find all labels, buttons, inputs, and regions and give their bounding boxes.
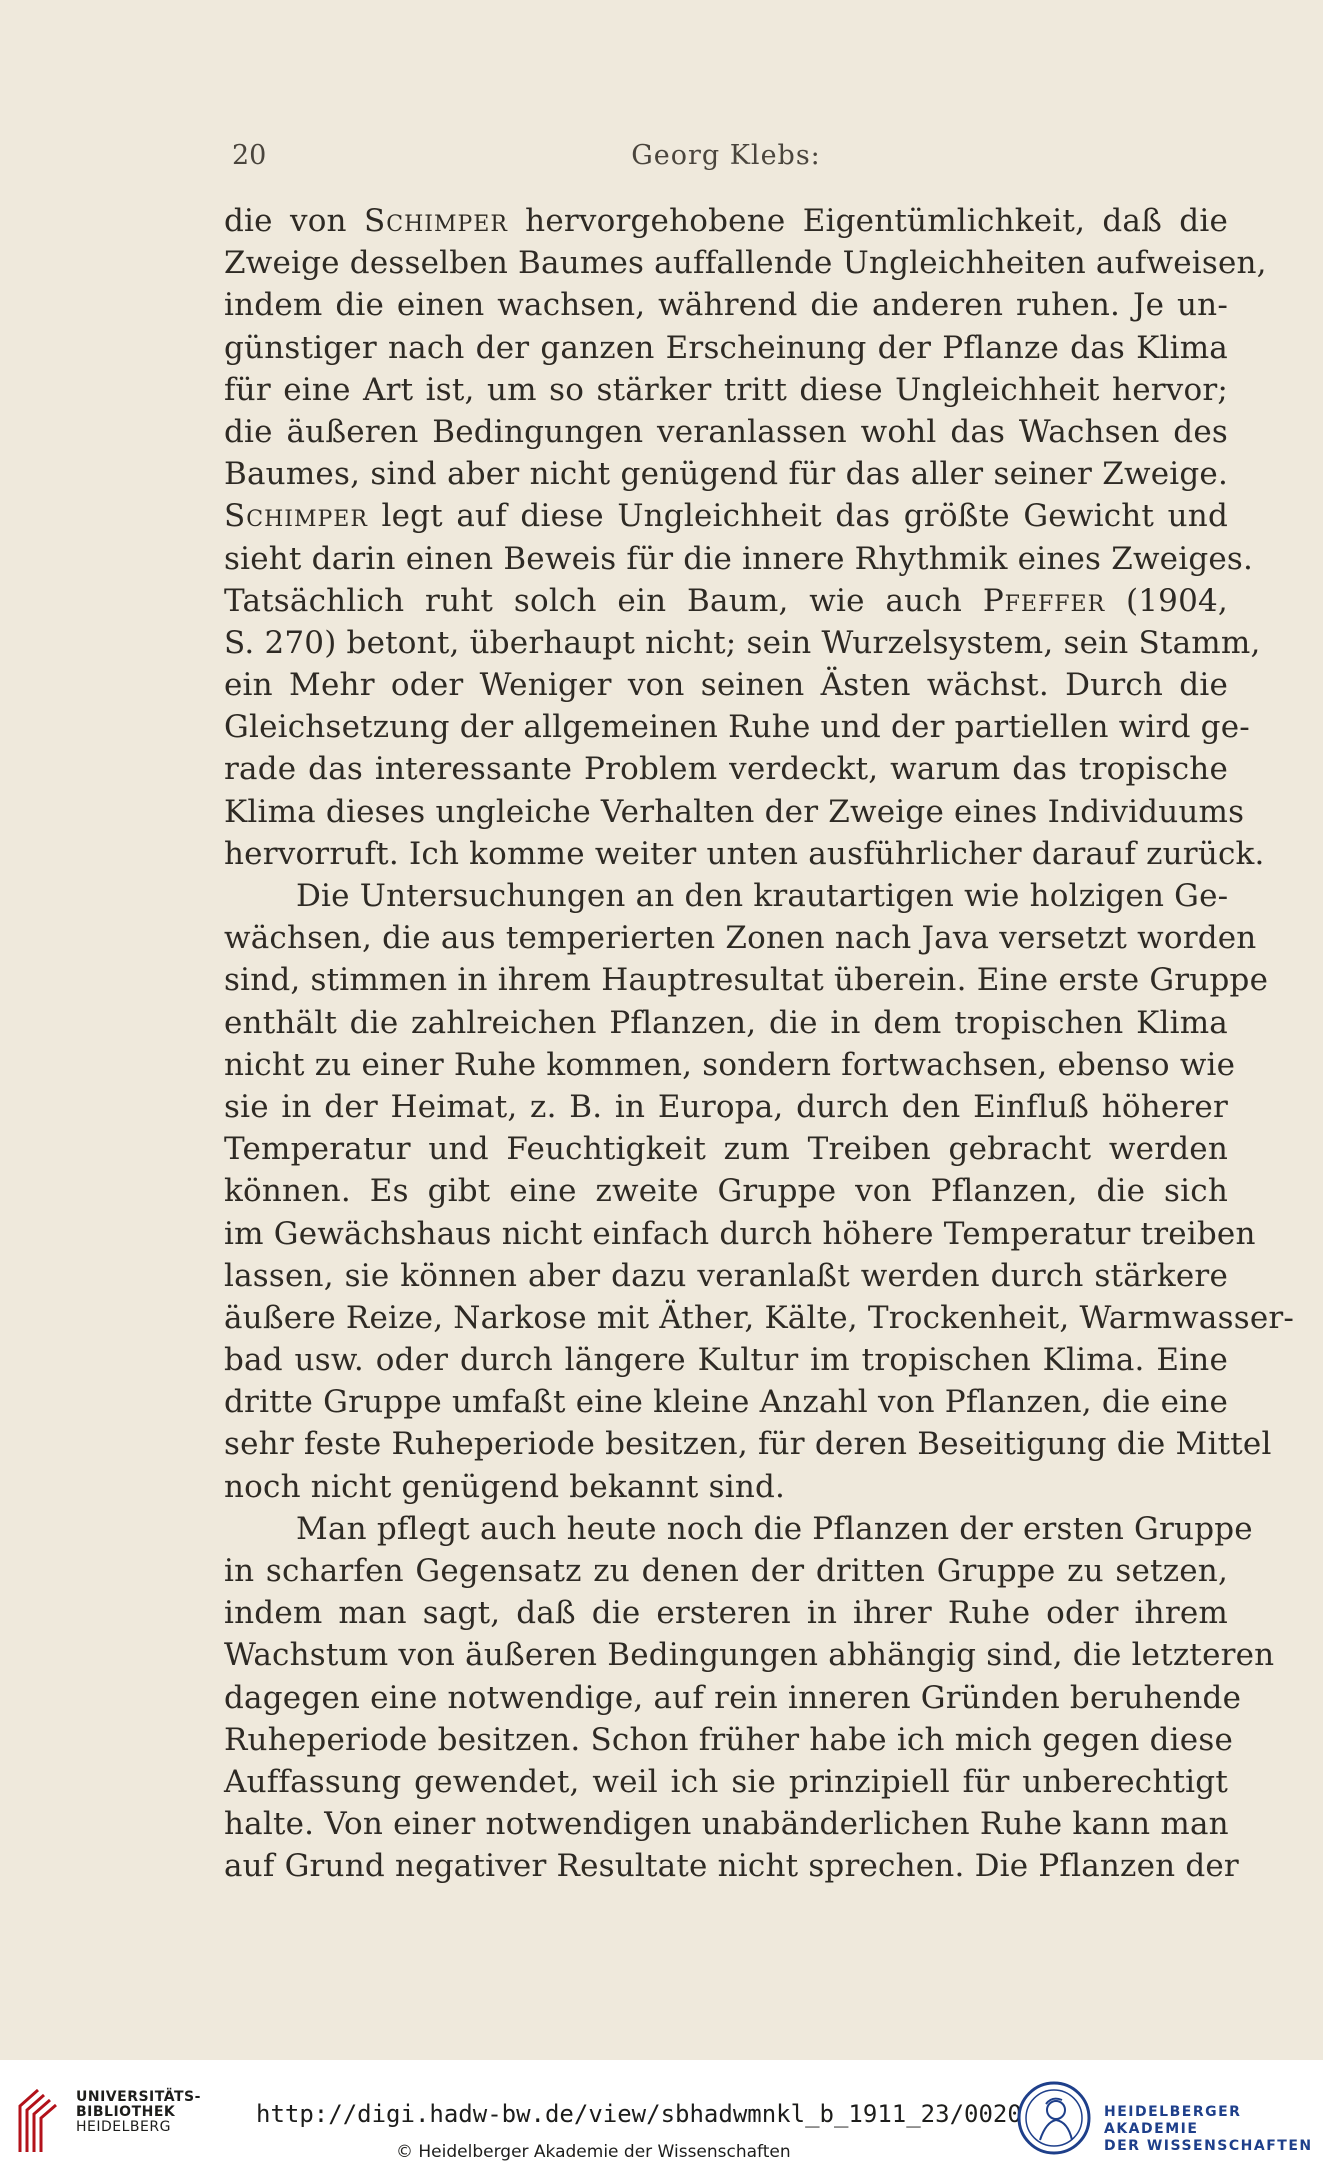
text-line: sind, stimmen in ihrem Hauptresultat überein. Eine erste Gruppe bbox=[224, 962, 1269, 999]
text-segment: Tatsächlich ruht solch ein Baum, wie auch bbox=[224, 582, 983, 619]
text-line: können. Es gibt eine zweite Gruppe von Pflanzen, die sich bbox=[224, 1173, 1228, 1210]
text-line: Klima dieses ungleiche Verhalten der Zweige eines Individuums bbox=[224, 793, 1245, 830]
footer-bar bbox=[0, 2060, 1323, 2174]
text-line: ein Mehr oder Weniger von seinen Ästen wächst. Durch die bbox=[224, 667, 1228, 704]
text-line: indem die einen wachsen, während die anderen ruhen. Je un- bbox=[224, 287, 1228, 324]
text-line: rade das interessante Problem verdeckt, warum das tropische bbox=[224, 751, 1228, 788]
university-library-logo-icon bbox=[14, 2084, 64, 2154]
academy-name-line: DER WISSENSCHAFTEN bbox=[1104, 2138, 1313, 2154]
text-line: sie in der Heimat, z. B. in Europa, durch den Einfluß höherer bbox=[224, 1088, 1228, 1125]
text-line: dagegen eine notwendige, auf rein inneren Gründen beruhende bbox=[224, 1679, 1242, 1716]
text-line: S. 270) betont, überhaupt nicht; sein Wurzelsystem, sein Stamm, bbox=[224, 624, 1261, 661]
university-library-name bbox=[76, 2090, 201, 2135]
text-line: günstiger nach der ganzen Erscheinung der Pflanze das Klima bbox=[224, 329, 1228, 366]
text-line: nicht zu einer Ruhe kommen, sondern fortwachsen, ebenso wie bbox=[224, 1046, 1236, 1083]
text-line: noch nicht genügend bekannt sind. bbox=[224, 1468, 786, 1505]
body-text bbox=[224, 200, 1295, 1888]
text-line: lassen, sie können aber dazu veranlaßt werden durch stärkere bbox=[224, 1257, 1228, 1294]
text-line: Zweige desselben Baumes auffallende Ungleichheiten aufweisen, bbox=[224, 245, 1267, 282]
text-segment: hervorgehobene Eigentümlichkeit, daß die bbox=[507, 203, 1228, 239]
text-line: Ruheperiode besitzen. Schon früher habe ich mich gegen diese bbox=[224, 1721, 1233, 1758]
text-line: Gleichsetzung der allgemeinen Ruhe und der partiellen wird ge- bbox=[224, 709, 1250, 746]
text-line: sieht darin einen Beweis für die innere Rhythmik eines Zweiges. bbox=[224, 540, 1254, 577]
author-name: Schimper bbox=[364, 203, 508, 239]
text-line: die äußeren Bedingungen veranlassen wohl das Wachsen des bbox=[224, 413, 1228, 450]
academy-name-line: HEIDELBERGER AKADEMIE bbox=[1104, 2104, 1242, 2137]
text-segment: legt auf diese Ungleichheit das größte Gewicht und bbox=[367, 498, 1228, 535]
library-name-line: UNIVERSITÄTS- bbox=[76, 2089, 201, 2105]
text-line: dritte Gruppe umfaßt eine kleine Anzahl von Pflanzen, die eine bbox=[224, 1384, 1228, 1421]
text-line: Auffassung gewendet, weil ich sie prinzipiell für unberechtigt bbox=[224, 1763, 1228, 1800]
text-line: hervorruft. Ich komme weiter unten ausführlicher darauf zurück. bbox=[224, 835, 1265, 872]
text-line: bad usw. oder durch längere Kultur im tropischen Klima. Eine bbox=[224, 1342, 1228, 1379]
text-line: halte. Von einer notwendigen unabänderlichen Ruhe kann man bbox=[224, 1806, 1229, 1843]
text-line bbox=[224, 200, 1228, 242]
text-line: für eine Art ist, um so stärker tritt diese Ungleichheit hervor; bbox=[224, 371, 1228, 408]
running-title: Georg Klebs: bbox=[631, 140, 821, 171]
text-line: sehr feste Ruheperiode besitzen, für deren Beseitigung die Mittel bbox=[224, 1426, 1272, 1463]
copyright-notice: © Heidelberger Akademie der Wissenschaften bbox=[396, 2142, 791, 2162]
text-line: äußere Reize, Narkose mit Äther, Kälte, Trockenheit, Warmwasser- bbox=[224, 1299, 1295, 1336]
text-line: enthält die zahlreichen Pflanzen, die in dem tropischen Klima bbox=[224, 1004, 1228, 1041]
text-line: Man pflegt auch heute noch die Pflanzen der ersten Gruppe bbox=[296, 1510, 1253, 1547]
text-line: Wachstum von äußeren Bedingungen abhängig sind, die letzteren bbox=[224, 1637, 1275, 1674]
library-name-line: HEIDELBERG bbox=[76, 2119, 171, 2135]
text-line: Baumes, sind aber nicht genügend für das aller seiner Zweige. bbox=[224, 456, 1228, 493]
academy-seal-icon bbox=[1016, 2080, 1092, 2156]
text-segment: die von bbox=[224, 203, 364, 239]
text-segment: (1904, bbox=[1105, 582, 1228, 619]
text-line: wächsen, die aus temperierten Zonen nach Java versetzt worden bbox=[224, 920, 1257, 957]
text-line bbox=[224, 495, 1228, 537]
library-name-line: BIBLIOTHEK bbox=[76, 2104, 176, 2120]
text-line: Die Untersuchungen an den krautartigen wie holzigen Ge- bbox=[296, 878, 1229, 914]
text-line: im Gewächshaus nicht einfach durch höhere Temperatur treiben bbox=[224, 1215, 1256, 1252]
permalink-url[interactable]: http://digi.hadw-bw.de/view/sbhadwmnkl_b_1911_23/0020 bbox=[256, 2100, 1022, 2128]
author-name: Schimper bbox=[224, 498, 368, 535]
page-number: 20 bbox=[232, 140, 267, 171]
text-line: indem man sagt, daß die ersteren in ihrer Ruhe oder ihrem bbox=[224, 1595, 1228, 1632]
text-line: Temperatur und Feuchtigkeit zum Treiben gebracht werden bbox=[224, 1131, 1228, 1168]
author-name: Pfeffer bbox=[982, 582, 1106, 619]
text-line bbox=[224, 580, 1228, 622]
page-header bbox=[224, 140, 1228, 180]
academy-name bbox=[1104, 2104, 1323, 2155]
text-line: in scharfen Gegensatz zu denen der dritten Gruppe zu setzen, bbox=[224, 1553, 1228, 1589]
text-line: auf Grund negativer Resultate nicht sprechen. Die Pflanzen der bbox=[224, 1848, 1239, 1885]
